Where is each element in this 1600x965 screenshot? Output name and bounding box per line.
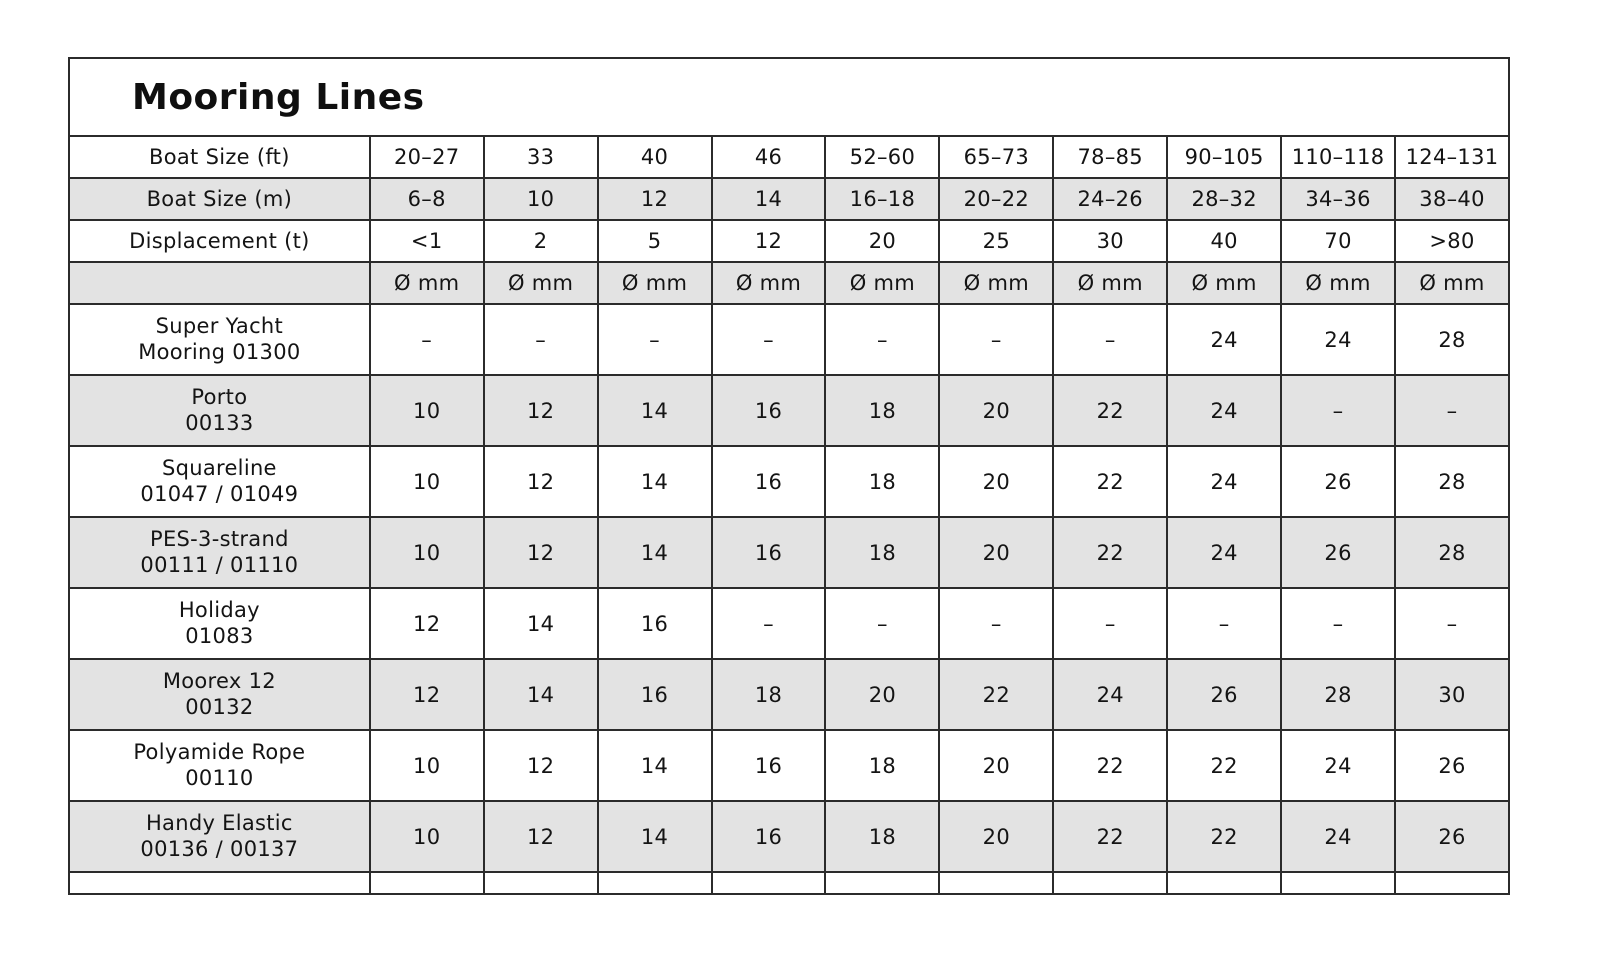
product-name (69, 517, 370, 588)
cell-displacement: 20 (825, 220, 939, 262)
cell-value: 12 (484, 730, 598, 801)
cell-value: 24 (1281, 801, 1395, 872)
footer-cell (598, 872, 712, 894)
cell-value: 12 (370, 659, 484, 730)
cell-displacement: <1 (370, 220, 484, 262)
cell-value: 28 (1395, 517, 1509, 588)
cell-value: 22 (1053, 730, 1167, 801)
product-name-line1: PES-3-strand (150, 526, 289, 551)
cell-value: 28 (1281, 659, 1395, 730)
product-name (69, 304, 370, 375)
cell-value: 12 (484, 375, 598, 446)
row-header-displacement: Displacement (t) (69, 220, 370, 262)
cell-boat-size-ft: 33 (484, 136, 598, 178)
product-name-line2: 00133 (185, 410, 254, 435)
row-header-boat-size-m: Boat Size (m) (69, 178, 370, 220)
footer-cell (1395, 872, 1509, 894)
cell-value: 20 (939, 446, 1053, 517)
product-name (69, 588, 370, 659)
cell-diameter-unit: Ø mm (1281, 262, 1395, 304)
product-name-line1: Super Yacht (155, 313, 284, 338)
product-name (69, 659, 370, 730)
table-row (69, 659, 1509, 730)
cell-boat-size-ft: 52–60 (825, 136, 939, 178)
cell-diameter-unit: Ø mm (484, 262, 598, 304)
mooring-lines-table (68, 135, 1510, 895)
footer-cell (1053, 872, 1167, 894)
page-title: Mooring Lines (132, 76, 425, 118)
footer-cell (484, 872, 598, 894)
cell-value: 16 (712, 517, 826, 588)
cell-value: 10 (370, 801, 484, 872)
cell-value: 20 (825, 659, 939, 730)
table-row (69, 588, 1509, 659)
cell-diameter-unit: Ø mm (1167, 262, 1281, 304)
cell-value: 28 (1395, 304, 1509, 375)
cell-value: 18 (825, 375, 939, 446)
cell-value: 26 (1167, 659, 1281, 730)
cell-value: 18 (825, 517, 939, 588)
cell-value: 10 (370, 730, 484, 801)
product-name-line1: Moorex 12 (162, 668, 276, 693)
cell-diameter-unit: Ø mm (1395, 262, 1509, 304)
cell-value: 24 (1281, 304, 1395, 375)
table-row (69, 730, 1509, 801)
cell-boat-size-ft: 90–105 (1167, 136, 1281, 178)
product-name-line2: 00111 / 01110 (140, 552, 299, 577)
cell-diameter-unit: Ø mm (712, 262, 826, 304)
cell-value: 26 (1281, 517, 1395, 588)
cell-value: 20 (939, 801, 1053, 872)
cell-value: 24 (1053, 659, 1167, 730)
cell-value: 16 (712, 446, 826, 517)
cell-value: – (939, 588, 1053, 659)
cell-displacement: 70 (1281, 220, 1395, 262)
cell-boat-size-m: 38–40 (1395, 178, 1509, 220)
product-name-line1: Holiday (178, 597, 260, 622)
cell-displacement: 2 (484, 220, 598, 262)
cell-displacement: 5 (598, 220, 712, 262)
cell-value: 12 (370, 588, 484, 659)
cell-value: – (825, 304, 939, 375)
cell-value: 22 (1053, 801, 1167, 872)
cell-value: 28 (1395, 446, 1509, 517)
cell-diameter-unit: Ø mm (825, 262, 939, 304)
cell-value: 14 (598, 517, 712, 588)
footer-cell (1167, 872, 1281, 894)
cell-boat-size-ft: 20–27 (370, 136, 484, 178)
cell-value: 16 (712, 801, 826, 872)
table-row (69, 304, 1509, 375)
title-box (68, 57, 1510, 135)
cell-value: 14 (598, 375, 712, 446)
cell-value: – (598, 304, 712, 375)
cell-displacement: >80 (1395, 220, 1509, 262)
cell-boat-size-m: 14 (712, 178, 826, 220)
row-displacement (69, 220, 1509, 262)
cell-value: – (939, 304, 1053, 375)
cell-value: 18 (712, 659, 826, 730)
cell-value: 14 (598, 446, 712, 517)
cell-value: 24 (1167, 375, 1281, 446)
cell-value: 30 (1395, 659, 1509, 730)
cell-diameter-unit: Ø mm (1053, 262, 1167, 304)
cell-value: 14 (484, 659, 598, 730)
footer-cell (825, 872, 939, 894)
cell-value: 22 (939, 659, 1053, 730)
row-diameter-units (69, 262, 1509, 304)
cell-value: 24 (1167, 446, 1281, 517)
cell-value: 24 (1281, 730, 1395, 801)
cell-value: – (825, 588, 939, 659)
cell-value: – (712, 304, 826, 375)
cell-boat-size-ft: 46 (712, 136, 826, 178)
cell-diameter-unit: Ø mm (370, 262, 484, 304)
cell-boat-size-m: 20–22 (939, 178, 1053, 220)
cell-value: 22 (1167, 801, 1281, 872)
cell-displacement: 30 (1053, 220, 1167, 262)
cell-boat-size-ft: 65–73 (939, 136, 1053, 178)
cell-displacement: 12 (712, 220, 826, 262)
cell-boat-size-ft: 110–118 (1281, 136, 1395, 178)
cell-boat-size-m: 6–8 (370, 178, 484, 220)
cell-value: 10 (370, 517, 484, 588)
cell-value: – (712, 588, 826, 659)
cell-value: 26 (1281, 446, 1395, 517)
cell-value: 20 (939, 730, 1053, 801)
table-footer-row (69, 872, 1509, 894)
footer-cell (939, 872, 1053, 894)
cell-value: 22 (1167, 730, 1281, 801)
cell-boat-size-m: 12 (598, 178, 712, 220)
cell-value: 26 (1395, 801, 1509, 872)
cell-value: 20 (939, 375, 1053, 446)
table-row (69, 446, 1509, 517)
row-boat-size-ft (69, 136, 1509, 178)
footer-cell (712, 872, 826, 894)
row-header-boat-size-ft: Boat Size (ft) (69, 136, 370, 178)
product-name (69, 375, 370, 446)
table-row (69, 517, 1509, 588)
table-row (69, 375, 1509, 446)
cell-value: 10 (370, 375, 484, 446)
cell-value: – (1281, 588, 1395, 659)
cell-value: – (1395, 588, 1509, 659)
cell-value: 22 (1053, 517, 1167, 588)
cell-value: 16 (598, 659, 712, 730)
cell-value: 26 (1395, 730, 1509, 801)
cell-value: 18 (825, 446, 939, 517)
cell-boat-size-m: 10 (484, 178, 598, 220)
footer-cell (69, 872, 370, 894)
cell-diameter-unit: Ø mm (939, 262, 1053, 304)
cell-value: – (1053, 304, 1167, 375)
product-name-line1: Porto (191, 384, 248, 409)
cell-value: 16 (598, 588, 712, 659)
cell-value: – (1281, 375, 1395, 446)
cell-value: 18 (825, 801, 939, 872)
cell-boat-size-m: 34–36 (1281, 178, 1395, 220)
cell-value: 14 (598, 801, 712, 872)
cell-value: 16 (712, 730, 826, 801)
product-name-line1: Squareline (161, 455, 277, 480)
cell-value: 12 (484, 801, 598, 872)
cell-value: 22 (1053, 375, 1167, 446)
cell-value: 20 (939, 517, 1053, 588)
cell-value: 22 (1053, 446, 1167, 517)
mooring-lines-sheet (68, 57, 1510, 895)
product-name-line2: 00132 (185, 694, 254, 719)
product-name (69, 730, 370, 801)
cell-displacement: 25 (939, 220, 1053, 262)
product-name-line1: Polyamide Rope (133, 739, 306, 764)
footer-cell (1281, 872, 1395, 894)
cell-boat-size-m: 24–26 (1053, 178, 1167, 220)
cell-value: 24 (1167, 304, 1281, 375)
cell-value: 12 (484, 517, 598, 588)
product-name (69, 446, 370, 517)
table-row (69, 801, 1509, 872)
cell-value: – (1053, 588, 1167, 659)
product-name-line2: 00110 (185, 765, 254, 790)
product-name-line2: 01047 / 01049 (140, 481, 299, 506)
cell-value: – (1395, 375, 1509, 446)
cell-boat-size-m: 28–32 (1167, 178, 1281, 220)
cell-value: – (370, 304, 484, 375)
cell-value: 14 (598, 730, 712, 801)
cell-boat-size-ft: 124–131 (1395, 136, 1509, 178)
cell-value: 24 (1167, 517, 1281, 588)
cell-value: – (1167, 588, 1281, 659)
cell-boat-size-ft: 78–85 (1053, 136, 1167, 178)
cell-value: – (484, 304, 598, 375)
row-boat-size-m (69, 178, 1509, 220)
cell-value: 14 (484, 588, 598, 659)
cell-diameter-unit: Ø mm (598, 262, 712, 304)
cell-value: 18 (825, 730, 939, 801)
cell-value: 12 (484, 446, 598, 517)
row-header-blank (69, 262, 370, 304)
product-name-line2: 00136 / 00137 (140, 836, 299, 861)
footer-cell (370, 872, 484, 894)
cell-boat-size-m: 16–18 (825, 178, 939, 220)
product-name-line1: Handy Elastic (145, 810, 293, 835)
cell-value: 16 (712, 375, 826, 446)
product-name-line2: 01083 (185, 623, 254, 648)
product-name (69, 801, 370, 872)
cell-displacement: 40 (1167, 220, 1281, 262)
cell-value: 10 (370, 446, 484, 517)
cell-boat-size-ft: 40 (598, 136, 712, 178)
product-name-line2: Mooring 01300 (138, 339, 301, 364)
